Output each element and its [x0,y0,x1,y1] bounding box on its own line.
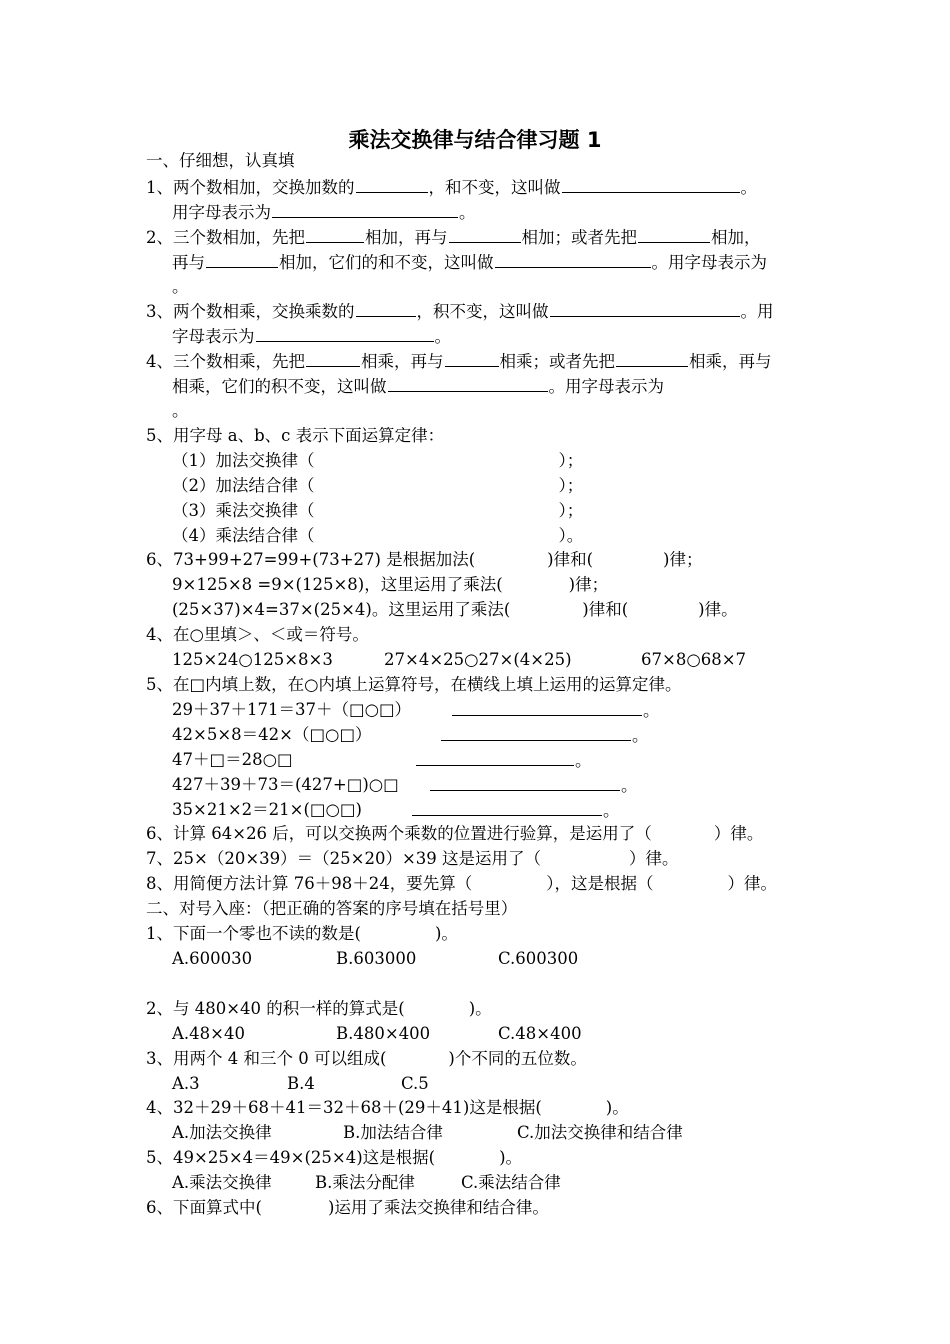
mc-q3-option-a[interactable]: A.3 [172,1074,200,1093]
mc-q4-option-c[interactable]: C.加法交换律和结合律 [517,1123,683,1142]
text: ，和不变，这叫做 [428,178,561,197]
q2-line-3: 。 [172,277,189,296]
text: 用字母表示为 [172,203,271,222]
text: )律。 [698,600,738,619]
mc-q5 [146,1147,522,1169]
text: ）； [558,501,584,520]
q1-line-2 [172,201,476,224]
text: 。用 [740,302,774,321]
text: 7、25×（20×39）＝（25×20）×39 这是运用了（ [146,849,542,868]
q8-item-4 [172,774,399,796]
text: )律； [568,575,609,594]
q6-line-1 [146,549,702,571]
text: )。 [434,924,458,943]
text: 47＋□＝28○□ [172,750,293,769]
text: )律和( [547,550,594,569]
text: 35×21×2＝21×(□○□) [172,800,362,819]
text: 相加，再与 [365,228,448,247]
text: )个不同的五位数。 [448,1049,587,1068]
q7-heading: 4、在○里填＞、＜或＝符号。 [146,625,369,644]
answer-blank[interactable] [356,176,428,193]
text: 3、两个数相乘，交换乘数的 [146,302,355,321]
q7-expr-3: 67×8○68×7 [641,650,747,669]
text: 。 [621,776,638,795]
q8-item-4-blank [429,774,638,797]
q8-item-1-blank [451,699,660,722]
q11 [146,873,777,895]
text: 。 [632,726,649,745]
text: 相乘，再与 [689,352,772,371]
mc-q3 [146,1048,587,1070]
q8-item-5-blank [411,799,620,822]
text: 6、73+99+27=99+(73+27) 是根据加法( [146,550,476,569]
text: 。 [740,178,757,197]
answer-blank[interactable] [412,799,602,816]
text: 。 [643,701,660,720]
text: 。 [434,327,451,346]
answer-blank[interactable] [206,251,278,268]
q1-line-1 [146,176,757,199]
mc-q2-option-a[interactable]: A.48×40 [172,1024,245,1043]
q5-heading: 5、用字母 a、b、c 表示下面运算定律： [146,426,445,445]
text: （4）乘法结合律（ [172,526,315,545]
text: ）； [558,476,584,495]
text: )。 [499,1148,523,1167]
q2-line-2 [172,251,767,274]
text: 427＋39＋73＝(427+□)○□ [172,775,399,794]
text: 。 [459,203,476,222]
q5-item-3 [172,500,583,522]
text: 42×5×8＝42×（□○□） [172,725,372,744]
text: 再与 [172,253,205,272]
text: （1）加法交换律（ [172,451,315,470]
q8-item-3 [172,749,293,771]
mc-q2 [146,998,492,1020]
text: 相加；或者先把 [521,228,637,247]
q4-line-2 [172,375,664,398]
q8-item-1 [172,699,411,721]
mc-q1-option-a[interactable]: A.600030 [172,949,253,968]
text: )。 [605,1098,629,1117]
q5-item-1 [172,450,583,472]
q6-line-2 [172,574,608,596]
mc-q3-option-b[interactable]: B.4 [287,1074,315,1093]
text: ）律。 [727,874,777,893]
text: ）律。 [629,849,679,868]
q8-item-5 [172,799,362,821]
text: ）。 [558,526,584,545]
text: 相加， [711,228,761,247]
answer-blank[interactable] [388,375,548,392]
mc-q1 [146,923,458,945]
answer-blank[interactable] [638,226,710,243]
page-title: 乘法交换律与结合律习题 1 [348,128,602,152]
section-1-heading: 一、仔细想，认真填 [146,151,295,170]
mc-q2-option-c[interactable]: C.48×400 [498,1024,582,1043]
text: 。 [575,751,592,770]
mc-q5-option-b[interactable]: B.乘法分配律 [315,1173,415,1192]
mc-q3-option-c[interactable]: C.5 [401,1074,429,1093]
text: 6、计算 64×26 后，可以交换两个乘数的位置进行验算，是运用了（ [146,824,652,843]
mc-q2-option-b[interactable]: B.480×400 [336,1024,431,1043]
text: 字母表示为 [172,327,255,346]
text: ，积不变，这叫做 [416,302,549,321]
text: 1、两个数相加，交换加数的 [146,178,355,197]
answer-blank[interactable] [550,300,740,317]
mc-q1-option-c[interactable]: C.600300 [498,949,579,968]
q6-line-3 [172,599,738,621]
text: 9×125×8 =9×(125×8)，这里运用了乘法( [172,575,503,594]
q8-item-3-blank [415,749,592,772]
text: 6、下面算式中( [146,1198,262,1217]
answer-blank[interactable] [306,226,364,243]
text: )。 [468,999,492,1018]
text: (25×37)×4=37×(25×4)。这里运用了乘法( [172,600,511,619]
mc-q1-option-b[interactable]: B.603000 [336,949,417,968]
answer-blank[interactable] [616,350,688,367]
answer-blank[interactable] [449,226,521,243]
mc-q6 [146,1197,549,1219]
text: 2、与 480×40 的积一样的算式是( [146,999,405,1018]
text: 2、三个数相加，先把 [146,228,305,247]
answer-blank[interactable] [306,350,360,367]
text: 4、三个数相乘，先把 [146,352,305,371]
text: ），这是根据（ [546,874,654,893]
answer-blank[interactable] [445,350,499,367]
answer-blank[interactable] [441,724,631,741]
q5-item-4 [172,525,583,547]
text: 。用字母表示为 [651,253,767,272]
q10 [146,848,679,870]
answer-blank[interactable] [256,325,434,342]
text: 相乘；或者先把 [499,352,615,371]
text: )律和( [582,600,629,619]
text: )律； [663,550,703,569]
text: 相乘，再与 [361,352,444,371]
q3-line-2 [172,325,451,348]
text: 29＋37＋171＝37＋（□○□） [172,700,412,719]
text: ）律。 [713,824,764,843]
text: ）； [558,451,584,470]
answer-blank[interactable] [356,300,416,317]
q8-item-2 [172,724,372,746]
answer-blank[interactable] [430,774,620,791]
answer-blank[interactable] [272,201,458,218]
answer-blank[interactable] [416,749,574,766]
q7-expr-2: 27×4×25○27×(4×25) [384,650,572,669]
text: 相加，它们的和不变，这叫做 [279,253,494,272]
text: 4、32＋29＋68＋41＝32＋68＋(29＋41)这是根据( [146,1098,542,1117]
q2-line-1 [146,226,761,249]
text: 3、用两个 4 和三个 0 可以组成( [146,1049,387,1068]
mc-q5-option-c[interactable]: C.乘法结合律 [461,1173,561,1192]
q5-item-2 [172,475,583,497]
q8-heading: 5、在□内填上数，在○内填上运算符号，在横线上填上运用的运算定律。 [146,675,682,694]
q7-expr-1: 125×24○125×8×3 [172,650,333,669]
text: （3）乘法交换律（ [172,501,315,520]
text: 1、下面一个零也不读的数是( [146,924,361,943]
text: （2）加法结合律（ [172,476,315,495]
text: 。用字母表示为 [548,377,664,396]
answer-blank[interactable] [495,251,651,268]
mc-q4 [146,1097,629,1119]
q4-line-3: 。 [172,401,189,420]
q9 [146,823,763,845]
answer-blank[interactable] [562,176,740,193]
section-2-heading: 二、对号入座：（把正确的答案的序号填在括号里） [146,899,518,918]
q3-line-1 [146,300,774,323]
text: 8、用简便方法计算 76＋98＋24，要先算（ [146,874,473,893]
mc-q4-option-a[interactable]: A.加法交换律 [172,1123,272,1142]
mc-q4-option-b[interactable]: B.加法结合律 [343,1123,443,1142]
text: )运用了乘法交换律和结合律。 [327,1198,549,1217]
text: 。 [603,801,620,820]
mc-q5-option-a[interactable]: A.乘法交换律 [172,1173,272,1192]
text: 相乘，它们的积不变，这叫做 [172,377,387,396]
q4-line-1 [146,350,772,373]
q8-item-2-blank [440,724,649,747]
text: 5、49×25×4＝49×(25×4)这是根据( [146,1148,436,1167]
answer-blank[interactable] [452,699,642,716]
